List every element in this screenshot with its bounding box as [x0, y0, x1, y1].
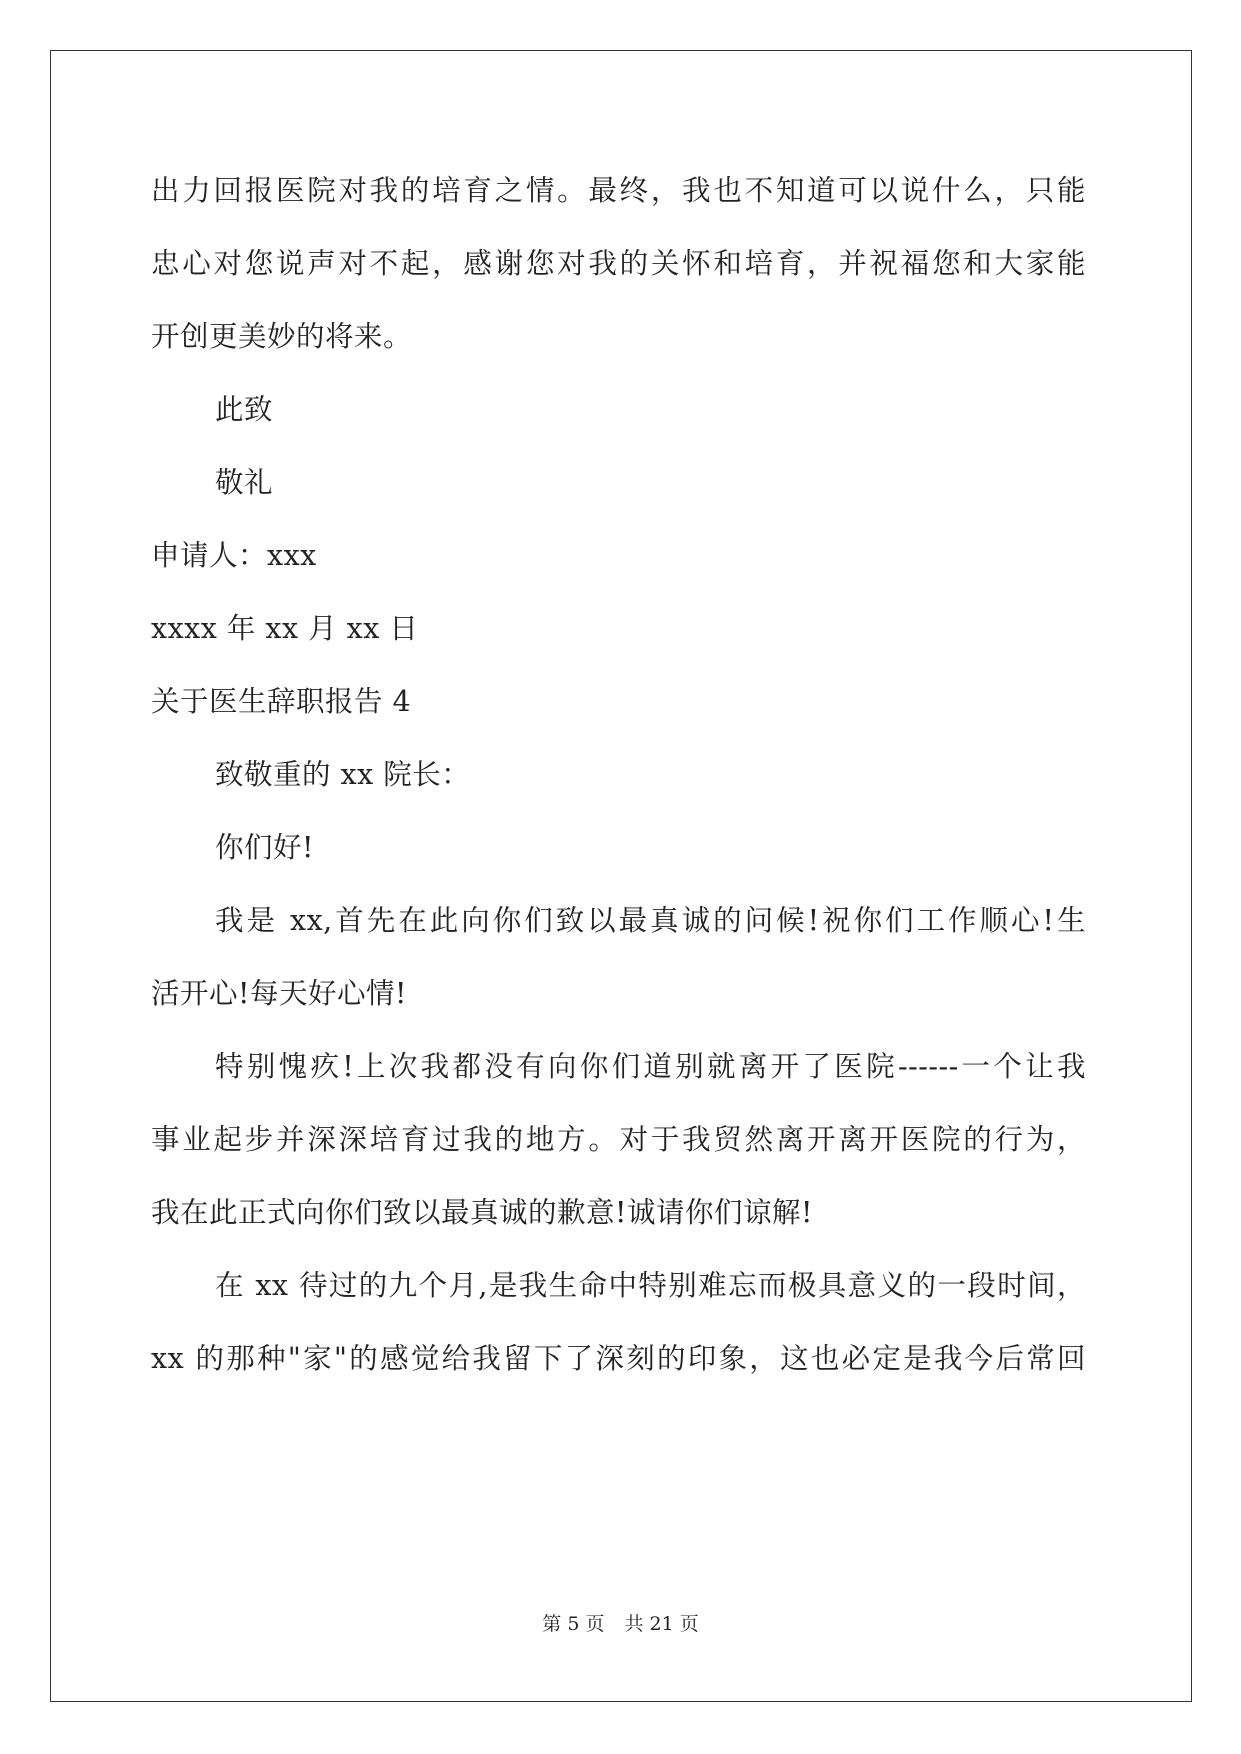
body-line-13: 特别愧疚!上次我都没有向你们道别就离开了医院------一个让我	[215, 1050, 1086, 1083]
applicant-signature: 申请人：xxx	[151, 539, 317, 572]
page-frame	[50, 50, 1192, 1702]
letter-addressee: 致敬重的 xx 院长：	[215, 758, 471, 791]
body-line-11: 我是 xx,首先在此向你们致以最真诚的问候!祝你们工作顺心!生	[215, 904, 1086, 937]
current-page-number: 第 5 页	[542, 1613, 605, 1635]
body-line-2: 忠心对您说声对不起，感谢您对我的关怀和培育，并祝福您和大家能	[151, 247, 1086, 280]
body-line-16: 在 xx 待过的九个月,是我生命中特别难忘而极具意义的一段时间，	[215, 1269, 1086, 1302]
signature-date: xxxx 年 xx 月 xx 日	[151, 612, 419, 645]
body-line-1: 出力回报医院对我的培育之情。最终，我也不知道可以说什么，只能	[151, 174, 1086, 207]
closing-salutation: 此致	[215, 393, 274, 426]
body-line-3: 开创更美妙的将来。	[151, 320, 413, 353]
body-line-15: 我在此正式向你们致以最真诚的歉意!诚请你们谅解!	[151, 1196, 813, 1229]
letter-greeting: 你们好!	[215, 831, 314, 864]
body-line-17: xx 的那种"家"的感觉给我留下了深刻的印象，这也必定是我今后常回	[151, 1342, 1086, 1375]
body-line-12: 活开心!每天好心情!	[151, 977, 407, 1010]
section-title: 关于医生辞职报告 4	[151, 685, 412, 718]
page-footer	[0, 1612, 1241, 1636]
total-page-count: 共 21 页	[624, 1613, 699, 1635]
closing-regards: 敬礼	[215, 466, 274, 499]
body-line-14: 事业起步并深深培育过我的地方。对于我贸然离开离开医院的行为，	[151, 1123, 1086, 1156]
